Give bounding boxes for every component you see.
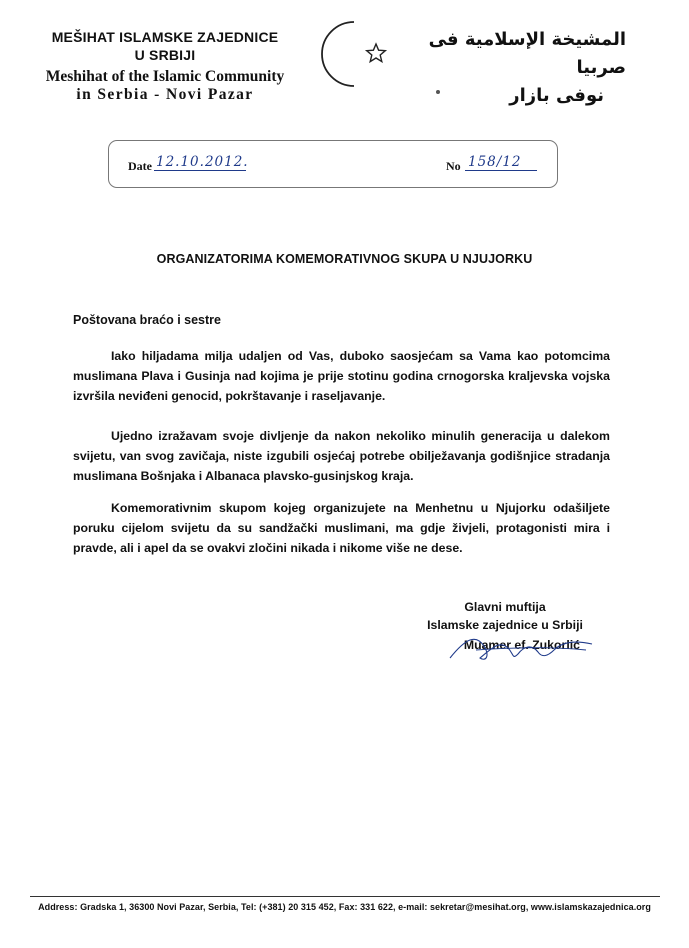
number-label: No [446,159,461,173]
number-underline [465,170,537,171]
letter-greeting: Poštovana braćo i sestre [73,313,221,327]
date-underline [154,170,246,171]
letterhead-arabic [408,26,626,110]
date-label: Date [128,159,152,173]
number-value: 158/12 [468,154,522,170]
letter-paragraph-2: Ujedno izražavam svoje divljenje da nakon nekoliko minulih generacija u dalekom svijetu, van svog zavičaja, niste izgubili osjećaj potrebe obilježavanja godišnjice stradanja muslimana Bošnjaka i Albanaca plavsko-gusinjskog kraja. [73,429,610,483]
crescent-star-icon [310,16,400,92]
signature-title-line2: Islamske zajednice u Srbiji [427,618,583,632]
letter-paragraph-3: Komemorativnim skupom kojeg organizujete na Menhetnu u Njujorku odašiljete poruku cijelom svijetu da su sandžački muslimani, ma gdje živjeli, protagonisti mira i pravde, ali i apel da se ovakvi zločini nikada i nikome više ne dese. [73,501,610,555]
date-value: 12.10.2012. [156,154,249,170]
handwritten-signature [446,628,596,668]
signature-name: Muamer ef. Zukorlić [463,638,580,652]
ink-dot [436,90,440,94]
signature-title-line1: Glavni muftija [464,600,546,614]
letterhead-arabic-line1: المشيخة الإسلامية فى صربيا [428,29,626,78]
footer-address: Address: Gradska 1, 36300 Novi Pazar, Serbia, Tel: (+381) 20 315 452, Fax: 331 622, e-mail: sekretar@mesihat.org, www.islamskazajednica.org [38,902,651,912]
letterhead-left [40,28,290,104]
letterhead-english-line2: in Serbia - Novi Pazar [76,86,254,103]
letterhead-english-line1: Meshihat of the Islamic Community [45,68,285,85]
letter-paragraph-1: Iako hiljadama milja udaljen od Vas, duboko saosjećam sa Vama kao potomcima muslimana Plava i Gusinja nad kojima je prije stotinu godina crnogorska kraljevska vojska izvršila neviđeni genocid, pokrštavanje i raseljavanje. [73,349,610,403]
letterhead-bosnian-line2: U SRBIJI [134,47,196,63]
footer-divider [30,896,660,897]
letter-title: ORGANIZATORIMA KOMEMORATIVNOG SKUPA U NJUJORKU [156,252,533,266]
letterhead-arabic-line2: نوفى بازار [509,85,604,106]
letterhead-bosnian-line1: MEŠIHAT ISLAMSKE ZAJEDNICE [51,29,279,45]
